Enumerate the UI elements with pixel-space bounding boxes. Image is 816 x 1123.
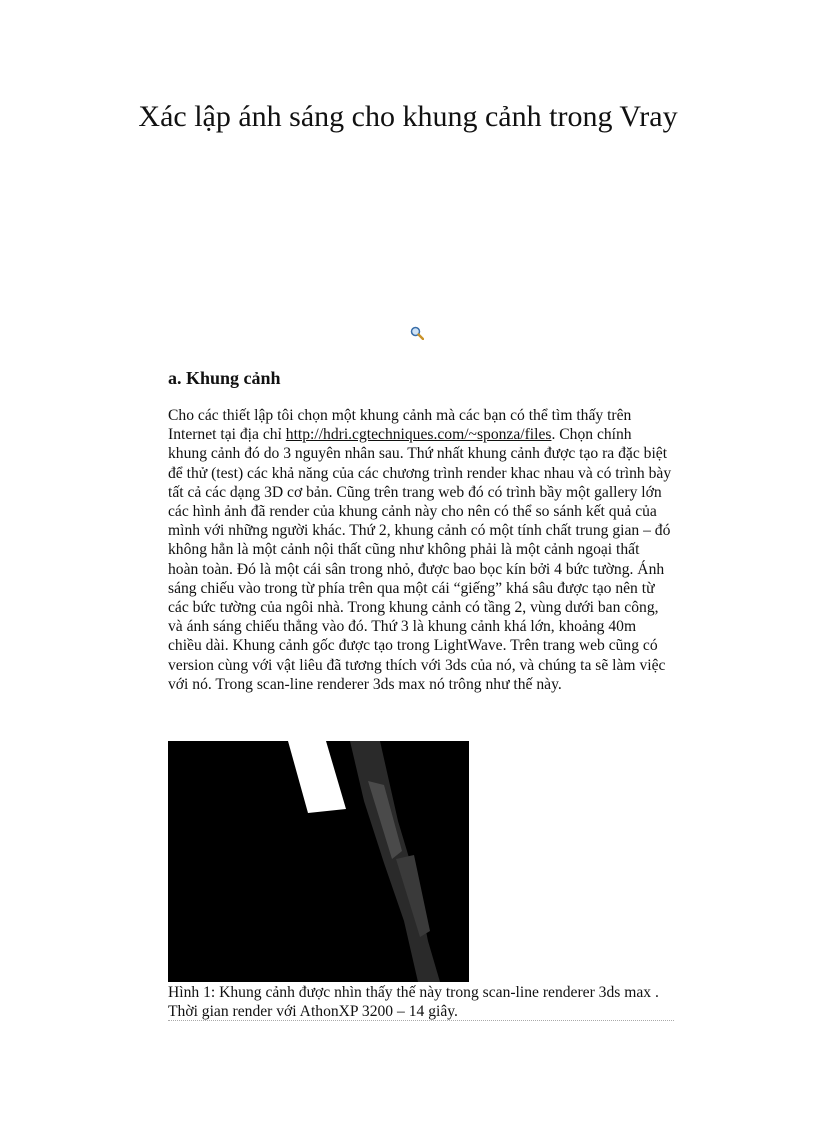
body-paragraph — [168, 406, 672, 694]
magnifier-icon[interactable] — [410, 326, 424, 340]
paragraph-text-end: . Chọn chính khung cảnh đó do 3 nguyên nhân sau. Thứ nhất khung cảnh được tạo ra đặc biệt để thử (test) các khả năng của các chương trình render khac nhau và có trình bày tất cả các dạng 3D cơ bản. Cũng trên trang web đó có trình bầy một gallery lớn các hình ảnh đã render của khung cảnh này cho nên có thể so sánh kết quả của mình với những người khác. Thứ 2, khung cảnh có một tính chất trung gian – đó không hẳn là một cảnh nội thất cũng như không phải là một cảnh ngoại thất hoàn toàn. Đó là một cái sân trong nhỏ, được bao bọc kín bởi 4 bức tường. Ánh sáng chiếu vào trong từ phía trên qua một cái “giếng” khá sâu được tạo nên từ các bức tường của ngôi nhà. Trong khung cảnh có tầng 2, vùng dưới ban công, và ánh sáng chiếu thẳng vào đó. Thứ 3 là khung cảnh khá lớn, khoảng 40m chiều dài. Khung cảnh gốc được tạo trong LightWave. Trên trang web cũng có version cùng với vật liêu đã tương thích với 3ds của nó, và chúng ta sẽ làm việc với nó. Trong scan-line renderer 3ds max nó trông như thế này. — [168, 426, 672, 693]
section-heading: a. Khung cảnh — [168, 368, 281, 388]
document-title: Xác lập ánh sáng cho khung cảnh trong Vray — [138, 100, 678, 133]
render-figure — [168, 741, 469, 982]
divider-line — [168, 1020, 674, 1021]
figure-caption: Hình 1: Khung cảnh được nhìn thấy thế này trong scan-line renderer 3ds max . Thời gian render với AthonXP 3200 – 14 giây. — [168, 984, 659, 1020]
paragraph-text-start: Cho các thiết lập tôi chọn một khung cảnh mà các bạn có thể tìm thấy trên Internet tại địa chỉ — [168, 407, 632, 444]
sponza-link[interactable]: http://hdri.cgtechniques.com/~sponza/files — [285, 426, 552, 444]
